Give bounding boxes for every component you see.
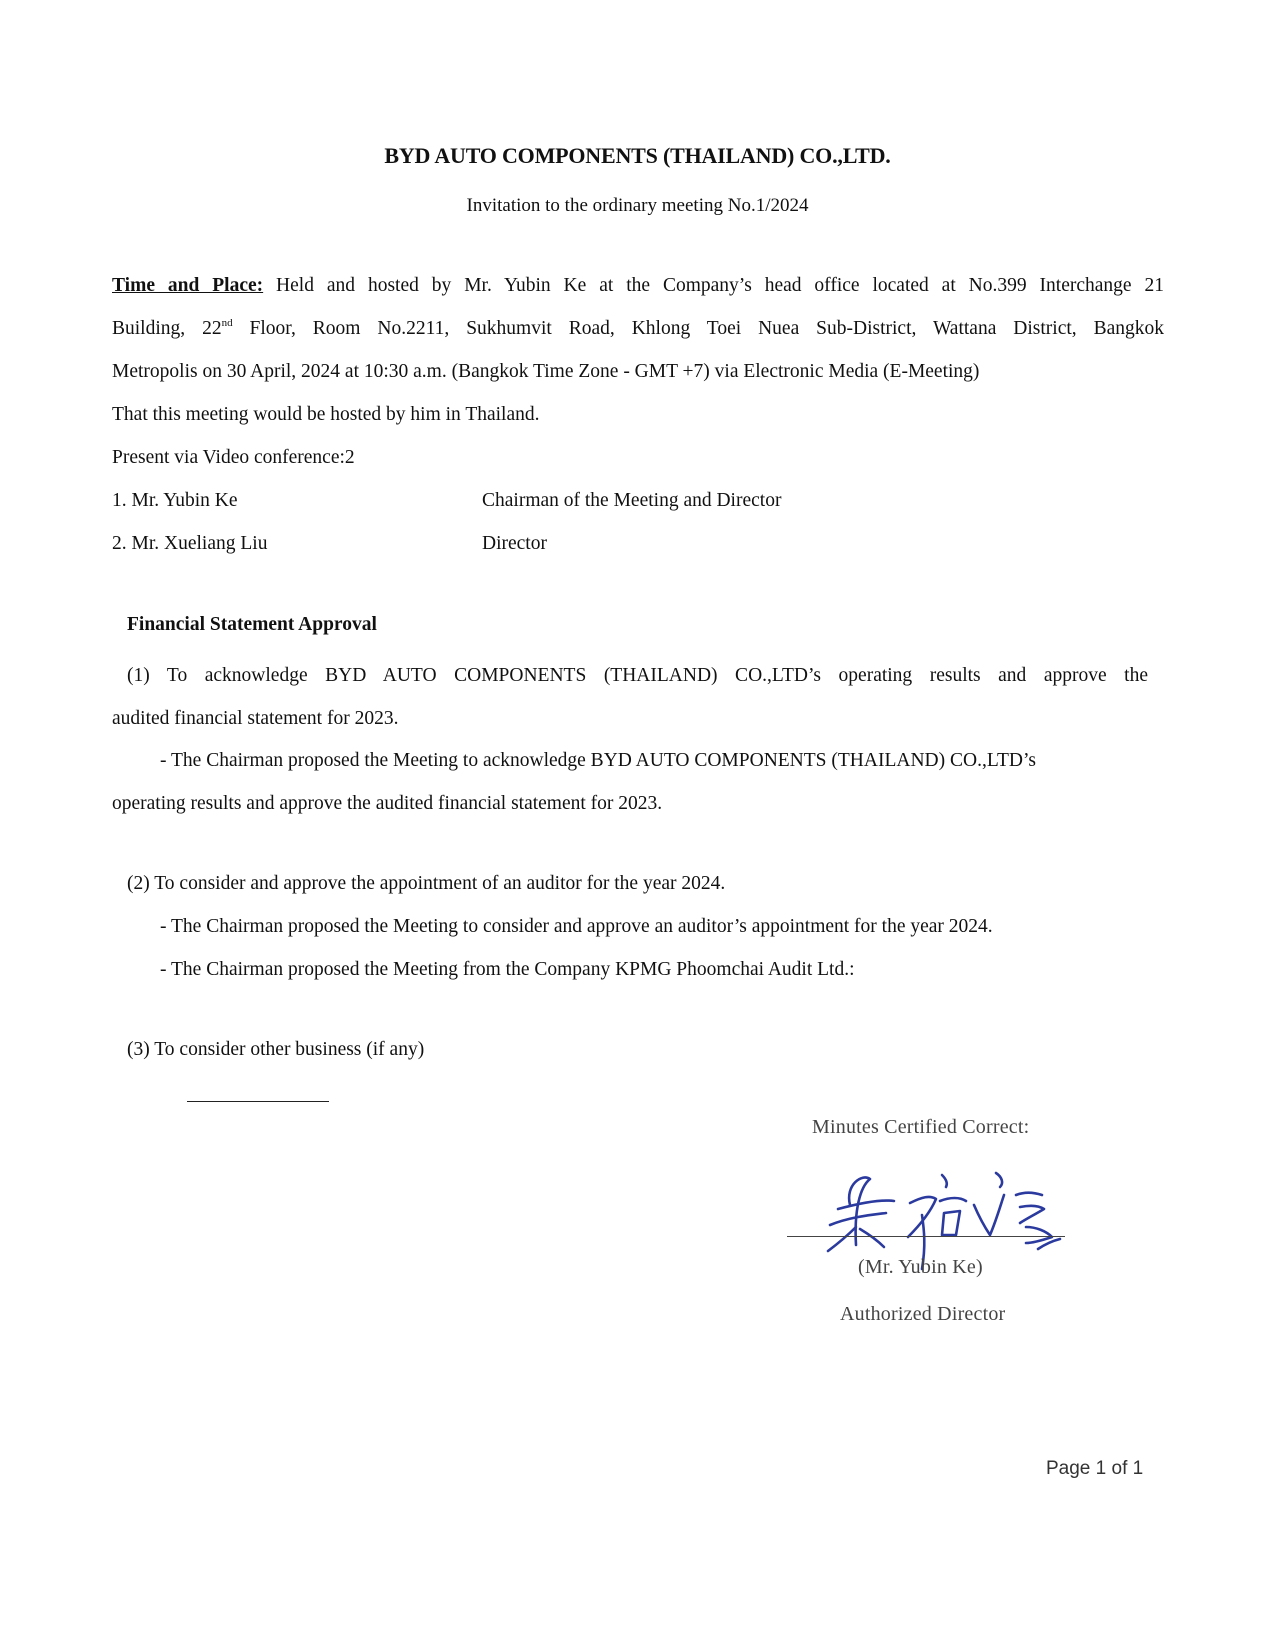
time-place-line-2-end: Floor, Room No.2211, Sukhumvit Road, Khlong Toei Nuea Sub-District, Wattana District, Bangkok xyxy=(232,318,1164,339)
time-place-line-1 xyxy=(112,275,1164,297)
section-heading: Financial Statement Approval xyxy=(127,614,377,635)
attendee-role-1: Chairman of the Meeting and Director xyxy=(482,490,782,511)
certification-heading: Minutes Certified Correct: xyxy=(812,1116,1030,1138)
attendee-name-2: 2. Mr. Xueliang Liu xyxy=(112,533,268,554)
time-place-line-2-start: Building, 22 xyxy=(112,318,222,339)
time-place-line-4: That this meeting would be hosted by him in Thailand. xyxy=(112,404,540,425)
attendee-role-2: Director xyxy=(482,533,547,554)
signature-line xyxy=(787,1236,1065,1237)
floor-ordinal-superscript: nd xyxy=(221,318,233,329)
item-1-sub-line-2: operating results and approve the audited financial statement for 2023. xyxy=(112,793,663,814)
company-title: BYD AUTO COMPONENTS (THAILAND) CO.,LTD. xyxy=(384,143,891,168)
time-place-line-2 xyxy=(112,318,1164,340)
page-number: Page 1 of 1 xyxy=(1046,1458,1144,1479)
blank-rule xyxy=(187,1101,329,1102)
present-label: Present via Video conference:2 xyxy=(112,447,355,468)
item-1-line-2: audited financial statement for 2023. xyxy=(112,708,399,729)
signatory-title: Authorized Director xyxy=(840,1303,1006,1325)
attendee-name-1: 1. Mr. Yubin Ke xyxy=(112,490,238,511)
item-1-sub-line-1: - The Chairman proposed the Meeting to acknowledge BYD AUTO COMPONENTS (THAILAND) CO.,LTD’s xyxy=(160,750,1036,771)
item-2-sub-1: - The Chairman proposed the Meeting to consider and approve an auditor’s appointment for the year 2024. xyxy=(160,916,993,937)
meeting-subtitle: Invitation to the ordinary meeting No.1/2024 xyxy=(466,195,809,216)
signatory-name: (Mr. Yubin Ke) xyxy=(858,1256,983,1278)
item-3: (3) To consider other business (if any) xyxy=(127,1039,425,1060)
item-2: (2) To consider and approve the appointment of an auditor for the year 2024. xyxy=(127,873,726,894)
time-place-line-3: Metropolis on 30 April, 2024 at 10:30 a.m. (Bangkok Time Zone - GMT +7) via Electronic Media (E-Meeting) xyxy=(112,361,980,382)
time-place-line-1-text: Held and hosted by Mr. Yubin Ke at the Company’s head office located at No.399 Interchange 21 xyxy=(263,275,1164,296)
item-1-line-1: (1) To acknowledge BYD AUTO COMPONENTS (THAILAND) CO.,LTD’s operating results and approve the xyxy=(127,665,1148,686)
item-2-sub-2: - The Chairman proposed the Meeting from the Company KPMG Phoomchai Audit Ltd.: xyxy=(160,959,855,980)
time-place-label: Time and Place: xyxy=(112,275,264,296)
